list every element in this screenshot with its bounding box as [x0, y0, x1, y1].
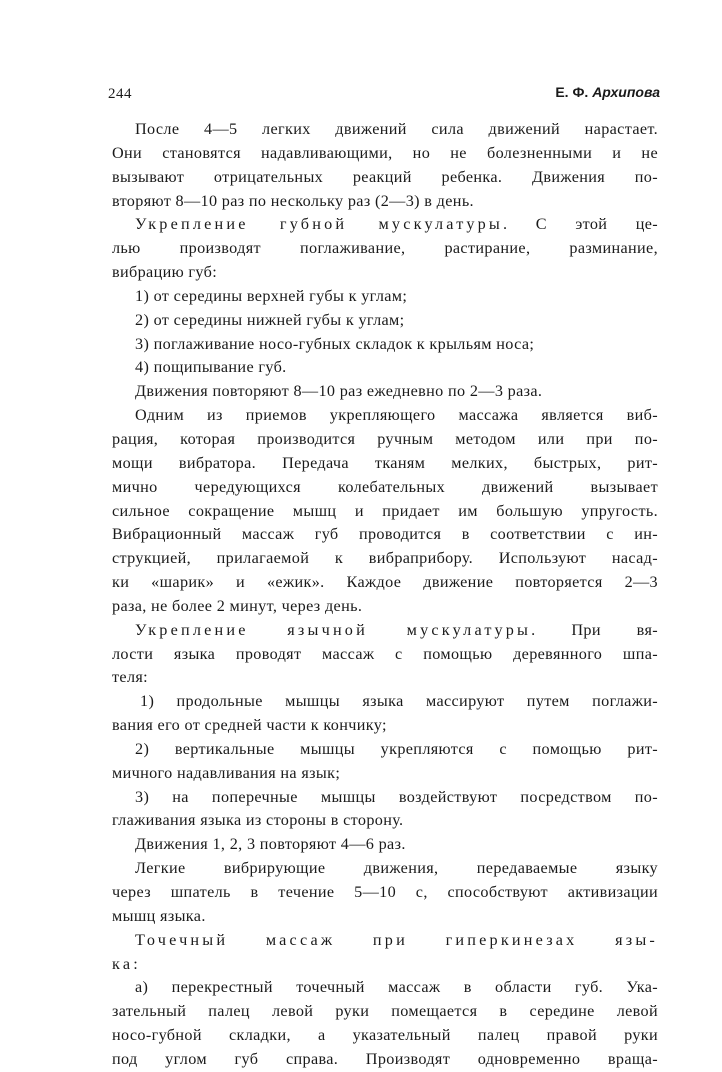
text-line: сильное сокращение мышц и придает им большую упругость.	[112, 501, 658, 520]
text-line: 3) на поперечные мышцы воздействуют посредством по-	[135, 787, 658, 806]
author-surname: Архипова	[592, 84, 660, 100]
text-line: а) перекрестный точечный массаж в области губ. Ука-	[135, 978, 658, 997]
text-line: носо-губной складки, а указательный палец правой руки	[112, 1026, 658, 1045]
text-line: вторяют 8—10 раз по нескольку раз (2—3) в день.	[112, 191, 474, 210]
spaced-heading: Точечный массаж при гиперкинезах язы-	[135, 930, 658, 949]
text-line	[112, 619, 658, 643]
text-line: лости языка проводят массаж с помощью деревянного шпа-	[112, 644, 658, 663]
text-line: После 4—5 легких движений сила движений нарастает.	[135, 120, 658, 138]
text-line: вания его от средней части к кончику;	[112, 716, 387, 735]
text-line	[112, 929, 658, 953]
text-line: Движения 1, 2, 3 повторяют 4—6 раз.	[135, 835, 406, 854]
text-line: теля:	[112, 668, 149, 687]
text-line: мышц языка.	[112, 906, 206, 925]
text-line: рация, которая производится ручным методом или при по-	[112, 429, 658, 448]
spaced-heading: ка	[112, 954, 134, 973]
text-line: раза, не более 2 минут, через день.	[112, 596, 363, 615]
text-line: зательный палец левой руки помещается в середине левой	[112, 1002, 658, 1021]
spaced-heading: Укрепление язычной мускулатуры	[135, 620, 532, 639]
text-line: Они становятся надавливающими, но не болезненными и не	[112, 143, 658, 162]
text-line: струкцией, прилагаемой к вибраприбору. Используют насад-	[112, 549, 658, 568]
body-text	[112, 118, 658, 1072]
text-line: мично чередующихся колебательных движений вызывает	[112, 477, 658, 496]
text-line: 4) пощипывание губ.	[135, 358, 287, 377]
text-line	[112, 213, 658, 237]
text-line: 2) вертикальные мышцы укрепляются с помощью рит-	[135, 739, 658, 758]
text-line: мощи вибратора. Передача тканям мелких, быстрых, рит-	[112, 453, 658, 472]
text-line: Движения повторяют 8—10 раз ежедневно по 2—3 раза.	[135, 382, 543, 401]
running-head	[555, 84, 660, 100]
text-line: 1) продольные мышцы языка массируют путем поглажи-	[140, 692, 658, 711]
text-line: под углом губ справа. Производят одновременно враща-	[112, 1049, 658, 1068]
text-line: через шпатель в течение 5—10 с, способствуют активизации	[112, 883, 658, 901]
author-initials: Е. Ф.	[555, 84, 589, 100]
text-line: 3) поглаживание носо-губных складок к крыльям носа;	[135, 334, 535, 353]
page-number: 244	[108, 86, 132, 102]
text-line: Легкие вибрирующие движения, передаваемые языку	[135, 859, 658, 878]
text-line: ки «шарик» и «ежик». Каждое движение повторяется 2—3	[112, 573, 658, 592]
page-header	[108, 80, 660, 104]
line-rest: . С этой це-	[503, 215, 658, 234]
line-rest: :	[133, 954, 139, 973]
text-line: вибрацию губ:	[112, 263, 218, 282]
text-line: Одним из приемов укрепляющего массажа является виб-	[135, 406, 658, 425]
text-line: 2) от середины нижней губы к углам;	[135, 310, 405, 329]
spaced-heading: Укрепление губной мускулатуры	[135, 215, 503, 234]
text-line: лью производят поглаживание, растирание, разминание,	[112, 239, 658, 258]
text-line: глаживания языка из стороны в сторону.	[112, 811, 404, 830]
text-line: Вибрационный массаж губ проводится в соответствии с ин-	[112, 525, 658, 544]
text-line	[112, 953, 658, 977]
text-line: мичного надавливания на язык;	[112, 763, 341, 782]
text-line: 1) от середины верхней губы к углам;	[135, 286, 408, 305]
text-line: вызывают отрицательных реакций ребенка. Движения по-	[112, 167, 658, 186]
line-rest: . При вя-	[531, 620, 658, 639]
